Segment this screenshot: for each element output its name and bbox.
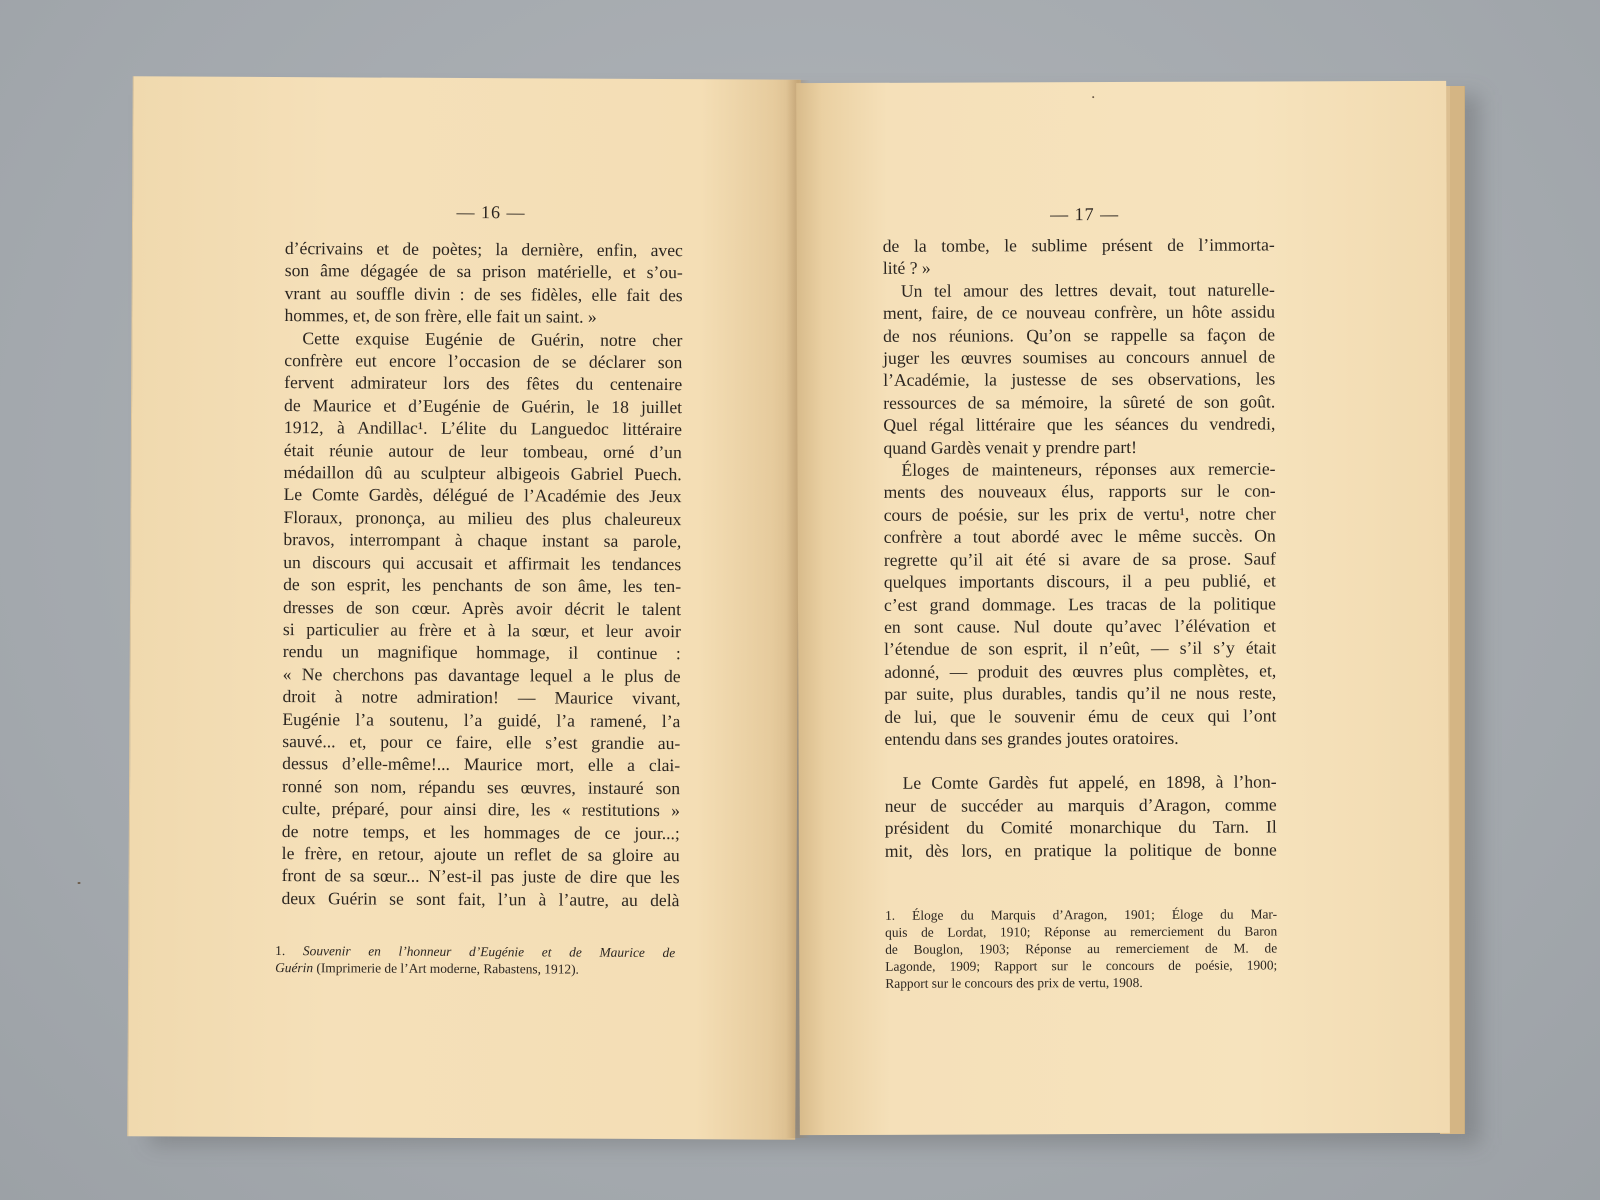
text-line: vrant au souffle divin : de ses fidèles, elle fait des	[284, 282, 683, 305]
right-body-text	[883, 233, 1277, 861]
text-line: en sont cause. Nul doute qu’avec l’élévation et	[884, 615, 1277, 637]
text-line: de la tombe, le sublime présent de l’immorta-	[882, 234, 1275, 256]
paper-speck	[78, 882, 81, 884]
text-line: médaillon dû au sculpteur albigeois Gabriel Puech.	[283, 462, 682, 485]
text-line: entendu dans ses grandes joutes oratoires.	[884, 727, 1179, 749]
page-number: — 16 —	[456, 201, 526, 223]
right-page	[796, 81, 1450, 1135]
text-line: ments des nouveaux élus, rapports sur le con-	[883, 480, 1276, 503]
text-line: neur de succéder au marquis d’Aragon, comme	[884, 794, 1277, 816]
paper-speck	[1092, 96, 1094, 98]
text-line: Le Comte Gardès fut appelé, en 1898, à l’hon-	[902, 771, 1277, 794]
text-line: quelques importants discours, il a peu publié, et	[883, 570, 1276, 592]
text-line: de notre temps, et les hommages de ce jour...;	[281, 820, 680, 843]
text-line: ressources de sa mémoire, la sûreté de son goût.	[883, 391, 1276, 413]
text-line: président du Comité monarchique du Tarn. Il	[884, 816, 1277, 838]
text-line: un discours qui accusait et affirmait les tendances	[283, 551, 682, 574]
text-line: rendu un magnifique hommage, il continue :	[282, 641, 681, 664]
text-line: quis de Lordat, 1910; Réponse au remerciement du Baron	[885, 923, 1278, 940]
footnote-title: Souvenir en l’honneur d’Eugénie et de Maurice de	[302, 943, 676, 961]
text-line: Rapport sur le concours des prix de vertu, 1908.	[885, 974, 1143, 991]
text-line: mit, dès lors, en pratique la politique de bonne	[884, 839, 1277, 861]
text-line: regrette qu’il ait été si avare de sa prose. Sauf	[883, 548, 1276, 570]
text-line: le frère, en retour, ajoute un reflet de sa gloire au	[281, 843, 680, 866]
text-line: Lagonde, 1909; Rapport sur le concours de poésie, 1900;	[885, 957, 1278, 974]
text-line: Un tel amour des lettres devait, tout naturelle-	[900, 279, 1275, 301]
text-line: confrère eut encore l’occasion de se déclarer son	[284, 350, 683, 373]
page-number: — 17 —	[1050, 204, 1120, 225]
text-line: l’étendue de son esprit, il n’eût, — s’il s’y était	[884, 637, 1277, 660]
text-line: « Ne cherchons pas davantage lequel a le plus de	[282, 663, 681, 686]
text-line: dessus d’elle-même!... Maurice mort, elle a clai-	[282, 753, 681, 776]
text-line: hommes, et, de son frère, elle fait un saint. »	[284, 305, 597, 327]
text-line: Éloges de mainteneurs, réponses aux remercie-	[901, 458, 1276, 480]
text-line: Quel régal littéraire que les séances du vendredi,	[883, 413, 1276, 436]
footnote-line	[275, 942, 675, 961]
text-line: Floraux, prononça, au milieu des plus chaleureux	[283, 506, 682, 530]
text-line: si particulier au frère et à la sœur, et leur avoir	[282, 618, 681, 642]
text-line: fervent admirateur lors des fêtes du centenaire	[284, 372, 683, 395]
text-line: l’Académie, la justesse de ses observations, les	[883, 368, 1276, 391]
footnote-title-end: Guérin	[275, 960, 314, 976]
text-line: d’écrivains et de poètes; la dernière, enfin, avec	[284, 238, 683, 261]
right-footnote	[885, 905, 1277, 991]
text-line: Le Comte Gardès, délégué de l’Académie des Jeux	[283, 484, 682, 507]
footnote-line	[275, 959, 675, 978]
text-line: 1. Éloge du Marquis d’Aragon, 1901; Éloge du Mar-	[885, 906, 1278, 923]
left-page	[127, 76, 801, 1139]
text-line: cours de poésie, sur les prix de vertu¹, notre cher	[883, 503, 1276, 525]
text-line: de lui, que le souvenir ému de ceux qui l’ont	[884, 704, 1277, 727]
footnote-publisher: (Imprimerie de l’Art moderne, Rabastens, 1912).	[313, 960, 579, 977]
text-line: était réunie autour de leur tombeau, orné d’un	[283, 439, 682, 462]
text-line: culte, préparé, pour ainsi dire, les « restitutions »	[281, 798, 680, 821]
text-line: de son esprit, les penchants de son âme, les ten-	[283, 574, 682, 597]
text-line: ment, faire, de ce nouveau confrère, un hôte assidu	[882, 301, 1276, 324]
text-line: lité ? »	[882, 258, 931, 279]
text-line: de nos réunions. Qu’on se rappelle sa façon de	[883, 324, 1276, 346]
text-line: de Bouglon, 1903; Réponse au remerciement de M. de	[885, 940, 1278, 957]
text-line: par suite, plus durables, tandis qu’il ne nous reste,	[884, 682, 1277, 704]
text-line: ronné son nom, répandu ses œuvres, instauré son	[282, 775, 681, 798]
text-line: droit à notre admiration! — Maurice vivant,	[282, 686, 681, 709]
text-line: son âme dégagée de sa prison matérielle, et s’ou-	[284, 260, 683, 283]
text-line: de Maurice et d’Eugénie de Guérin, le 18 juillet	[284, 394, 683, 417]
paragraph-gap	[884, 749, 1276, 772]
text-line: front de sa sœur... N’est-il pas juste de dire que les	[281, 865, 680, 888]
page-edge	[1450, 86, 1465, 1134]
text-line: c’est grand dommage. Les tracas de la politique	[883, 592, 1277, 615]
text-line: confrère a tout abordé avec le même succès. On	[883, 525, 1276, 548]
text-line: deux Guérin se sont fait, l’un à l’autre, au delà	[281, 887, 680, 910]
footnote-number: 1.	[275, 943, 286, 959]
text-line: adonné, — produit des œuvres plus complètes, et,	[884, 660, 1277, 682]
text-line: quand Gardès venait y prendre part!	[883, 436, 1138, 458]
text-line: 1912, à Andillac¹. L’élite du Languedoc littéraire	[283, 417, 682, 440]
text-line: bravos, interrompant à chaque instant sa parole,	[283, 529, 682, 552]
text-line: dresses de son cœur. Après avoir décrit le talent	[282, 596, 682, 619]
text-line: sauvé... et, pour ce faire, elle s’est grandie au-	[282, 730, 681, 754]
left-footnote	[275, 942, 675, 978]
text-line: Cette exquise Eugénie de Guérin, notre cher	[302, 327, 683, 350]
left-body-text	[281, 237, 683, 911]
text-line: juger les œuvres soumises au concours annuel de	[883, 346, 1276, 368]
text-line: Eugénie l’a soutenu, l’a guidé, l’a ramené, l’a	[282, 708, 681, 731]
